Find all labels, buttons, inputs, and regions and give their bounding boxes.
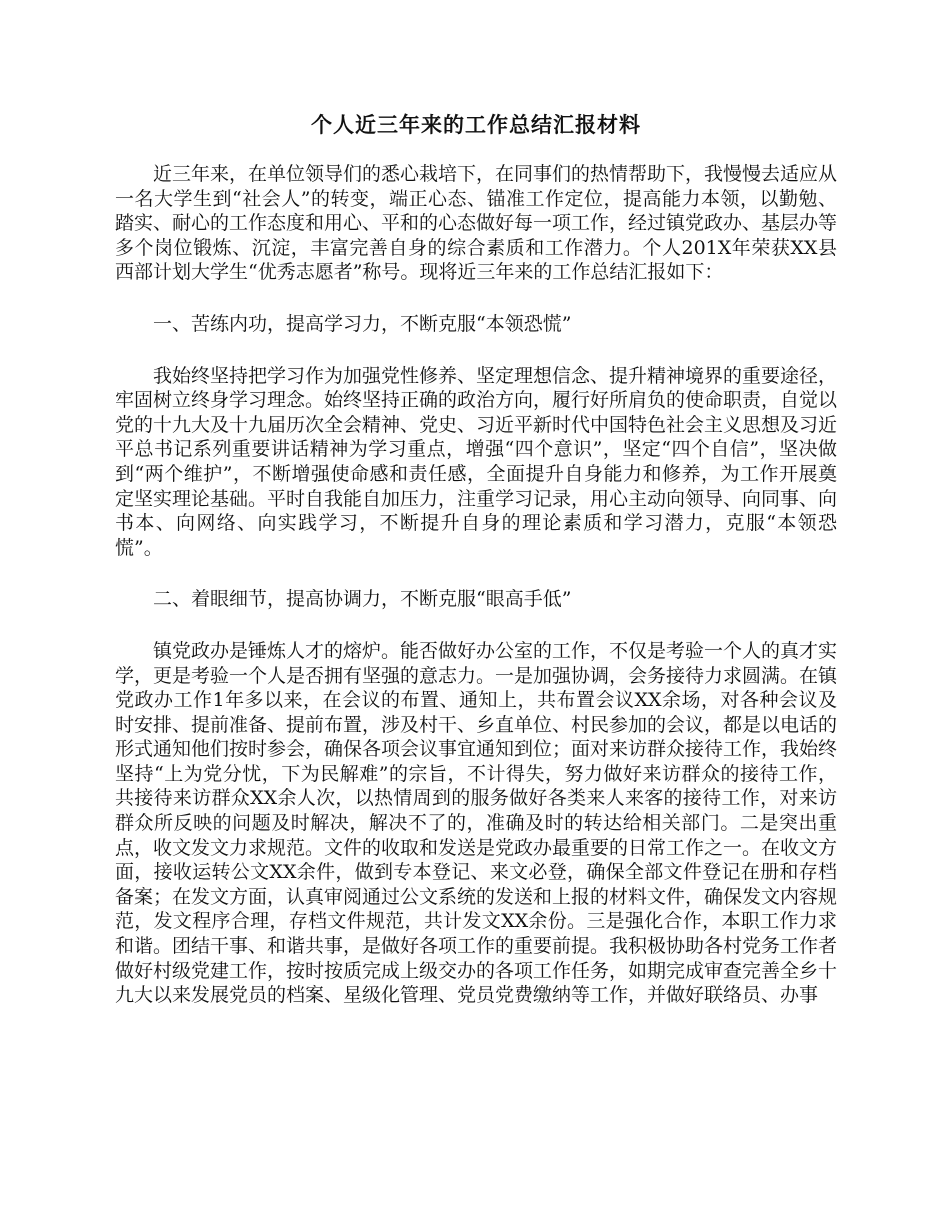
document-title: 个人近三年来的工作总结汇报材料	[311, 112, 641, 137]
section-2-heading: 二、着眼细节，提高协调力，不断克服“眼高手低”	[153, 588, 572, 611]
intro-paragraph: 近三年来，在单位领导们的悉心栽培下，在同事们的热情帮助下，我慢慢去适应从一名大学生到“社会人”的转变，端正心态、锚准工作定位，提高能力本领，以勤勉、踏实、耐心的工作态度和用心、平和的心态做好每一项工作，经过镇党政办、基层办等多个岗位锻炼、沉淀，丰富完善自身的综合素质和工作潜力。个人201X年荣获XX县西部计划大学生“优秀志愿者”称号。现将近三年来的工作总结汇报如下：	[115, 163, 838, 284]
section-1-paragraph: 我始终坚持把学习作为加强党性修养、坚定理想信念、提升精神境界的重要途径，牢固树立终身学习理念。始终坚持正确的政治方向，履行好所肩负的使命职责，自觉以党的十九大及十九届历次全会精神、党史、习近平新时代中国特色社会主义思想及习近平总书记系列重要讲话精神为学习重点，增强“四个意识”，坚定“四个自信”，坚决做到“两个维护”，不断增强使命感和责任感，全面提升自身能力和修养，为工作开展奠定坚实理论基础。平时自我能自加压力，注重学习记录，用心主动向领导、向同事、向书本、向网络、向实践学习，不断提升自身的理论素质和学习潜力，克服“本领恐慌”。	[115, 364, 838, 559]
section-2-paragraph: 镇党政办是锤炼人才的熔炉。能否做好办公室的工作，不仅是考验一个人的真才实学，更是考验一个人是否拥有坚强的意志力。一是加强协调，会务接待力求圆满。在镇党政办工作1年多以来，在会议的布置、通知上，共布置会议XX余场，对各种会议及时安排、提前准备、提前布置，涉及村干、乡直单位、村民参加的会议，都是以电话的形式通知他们按时参会，确保各项会议事宜通知到位；面对来访群众接待工作，我始终坚持“上为党分忧，下为民解难”的宗旨，不计得失，努力做好来访群众的接待工作，共接待来访群众XX余人次，以热情周到的服务做好各类来人来客的接待工作，对来访群众所反映的问题及时解决，解决不了的，准确及时的转达给相关部门。二是突出重点，收文发文力求规范。文件的收取和发送是党政办最重要的日常工作之一。在收文方面，接收运转公文XX余件，做到专本登记、来文必登，确保全部文件登记在册和存档备案；在发文方面，认真审阅通过公文系统的发送和上报的材料文件，确保发文内容规范，发文程序合理，存档文件规范，共计发文XX余份。三是强化合作，本职工作力求和谐。团结干事、和谐共事，是做好各项工作的重要前提。我积极协助各村党务工作者做好村级党建工作，按时按质完成上级交办的各项工作任务，如期完成审查完善全乡十九大以来发展党员的档案、星级化管理、党员党费缴纳等工作，并做好联络员、办事	[115, 639, 838, 1007]
section-1-heading: 一、苦练内功，提高学习力，不断克服“本领恐慌”	[153, 312, 572, 335]
document-page	[115, 110, 837, 1008]
